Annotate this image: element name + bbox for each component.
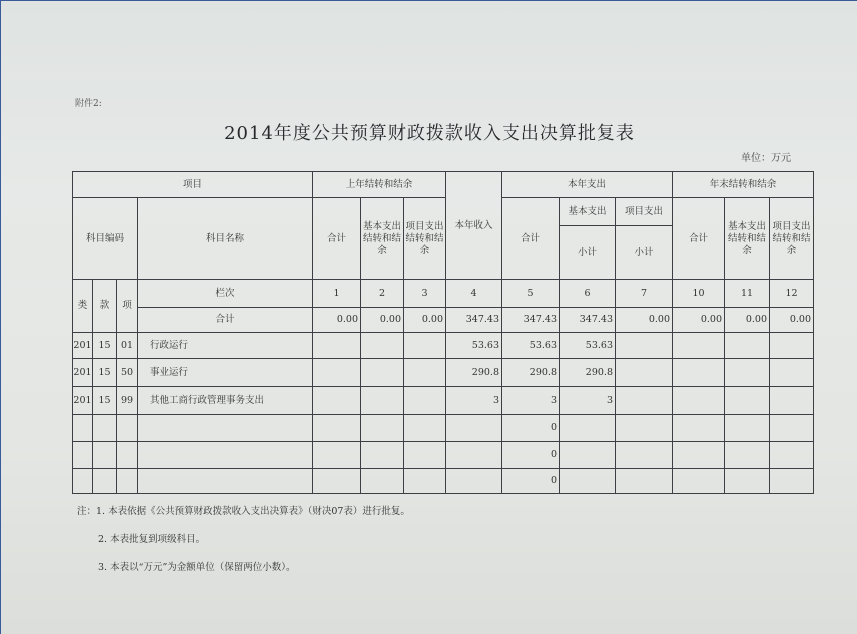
cell-xiang: 99: [117, 387, 138, 415]
header-end-basic: 基本支出结转和结余: [725, 198, 770, 280]
footnote-3: 3. 本表以“万元”为金额单位（保留两位小数）。: [98, 562, 296, 573]
col-number: 1: [313, 280, 361, 308]
header-basic-expense: 基本支出: [560, 198, 616, 226]
table-row: [73, 359, 814, 387]
cell-xiang: [117, 442, 138, 469]
table-row: [73, 415, 814, 442]
page-title: 2014年度公共预算财政拨款收入支出决算批复表: [224, 123, 635, 144]
approval-table: [72, 171, 814, 494]
col-number: 11: [725, 280, 770, 308]
footnote-2: 2. 本表批复到项级科目。: [98, 534, 206, 545]
header-prev-basic: 基本支出结转和结余: [361, 198, 404, 280]
cell-lei: [73, 469, 93, 494]
col-number: 10: [673, 280, 725, 308]
total-cell: 0.00: [725, 308, 770, 333]
col-number: 4: [446, 280, 502, 308]
col-number: 2: [361, 280, 404, 308]
cell-subject-name: 其他工商行政管理事务支出: [138, 387, 313, 415]
header-current-expense: 本年支出: [502, 172, 673, 198]
cell-expense-total: 3: [502, 387, 560, 415]
header-expense-total: 合计: [502, 198, 560, 280]
row-label-lanci: 栏次: [138, 280, 313, 308]
cell-expense-total: 53.63: [502, 333, 560, 359]
header-kuan: 款: [93, 280, 117, 333]
total-cell: 0.00: [616, 308, 673, 333]
cell-subject-name: 行政运行: [138, 333, 313, 359]
table-row: [73, 333, 814, 359]
col-number: 3: [404, 280, 446, 308]
cell-expense-total: 290.8: [502, 359, 560, 387]
header-basic-subtotal: 小计: [560, 226, 616, 280]
header-project-expense: 项目支出: [616, 198, 673, 226]
header-prev-balance: 上年结转和结余: [313, 172, 446, 198]
cell-income: [446, 469, 502, 494]
cell-expense-total: 0: [502, 442, 560, 469]
cell-subject-name: 事业运行: [138, 359, 313, 387]
total-cell: 0.00: [313, 308, 361, 333]
cell-lei: 201: [73, 387, 93, 415]
table-row: [73, 469, 814, 494]
header-subject-name: 科目名称: [138, 198, 313, 280]
cell-xiang: [117, 415, 138, 442]
col-number: 12: [770, 280, 814, 308]
cell-income: 53.63: [446, 333, 502, 359]
cell-basic: [560, 469, 616, 494]
header-end-project: 项目支出结转和结余: [770, 198, 814, 280]
total-cell: 347.43: [502, 308, 560, 333]
header-xiang: 项: [117, 280, 138, 333]
header-end-total: 合计: [673, 198, 725, 280]
table-row: [73, 442, 814, 469]
col-number: 7: [616, 280, 673, 308]
cell-subject-name: [138, 415, 313, 442]
cell-kuan: 15: [93, 387, 117, 415]
total-cell: 347.43: [560, 308, 616, 333]
total-row-label: 合计: [138, 308, 313, 333]
cell-income: [446, 442, 502, 469]
cell-expense-total: 0: [502, 415, 560, 442]
cell-basic: 53.63: [560, 333, 616, 359]
cell-kuan: [93, 442, 117, 469]
unit-label: 单位：万元: [741, 153, 791, 164]
cell-xiang: 01: [117, 333, 138, 359]
header-lei: 类: [73, 280, 93, 333]
cell-subject-name: [138, 469, 313, 494]
cell-lei: [73, 442, 93, 469]
cell-kuan: 15: [93, 359, 117, 387]
cell-kuan: [93, 415, 117, 442]
attachment-label: 附件2:: [75, 99, 102, 109]
cell-basic: [560, 415, 616, 442]
cell-basic: 3: [560, 387, 616, 415]
cell-lei: [73, 415, 93, 442]
cell-income: 290.8: [446, 359, 502, 387]
header-year-end-balance: 年末结转和结余: [673, 172, 814, 198]
cell-xiang: 50: [117, 359, 138, 387]
cell-expense-total: 0: [502, 469, 560, 494]
col-number: 5: [502, 280, 560, 308]
cell-xiang: [117, 469, 138, 494]
header-prev-project: 项目支出结转和结余: [404, 198, 446, 280]
total-cell: 0.00: [770, 308, 814, 333]
header-project-subtotal: 小计: [616, 226, 673, 280]
cell-kuan: 15: [93, 333, 117, 359]
cell-lei: 201: [73, 333, 93, 359]
total-cell: 0.00: [361, 308, 404, 333]
table-row: [73, 387, 814, 415]
col-number: 6: [560, 280, 616, 308]
cell-income: 3: [446, 387, 502, 415]
total-cell: 347.43: [446, 308, 502, 333]
cell-kuan: [93, 469, 117, 494]
total-cell: 0.00: [673, 308, 725, 333]
header-prev-total: 合计: [313, 198, 361, 280]
header-project: 项目: [73, 172, 313, 198]
header-current-income: 本年收入: [446, 172, 502, 280]
header-subject-code: 科目编码: [73, 198, 138, 280]
cell-income: [446, 415, 502, 442]
cell-basic: 290.8: [560, 359, 616, 387]
cell-basic: [560, 442, 616, 469]
footnote-1: 注：1. 本表依据《公共预算财政拨款收入支出决算表》（财决07表）进行批复。: [77, 506, 410, 517]
cell-subject-name: [138, 442, 313, 469]
total-cell: 0.00: [404, 308, 446, 333]
cell-lei: 201: [73, 359, 93, 387]
